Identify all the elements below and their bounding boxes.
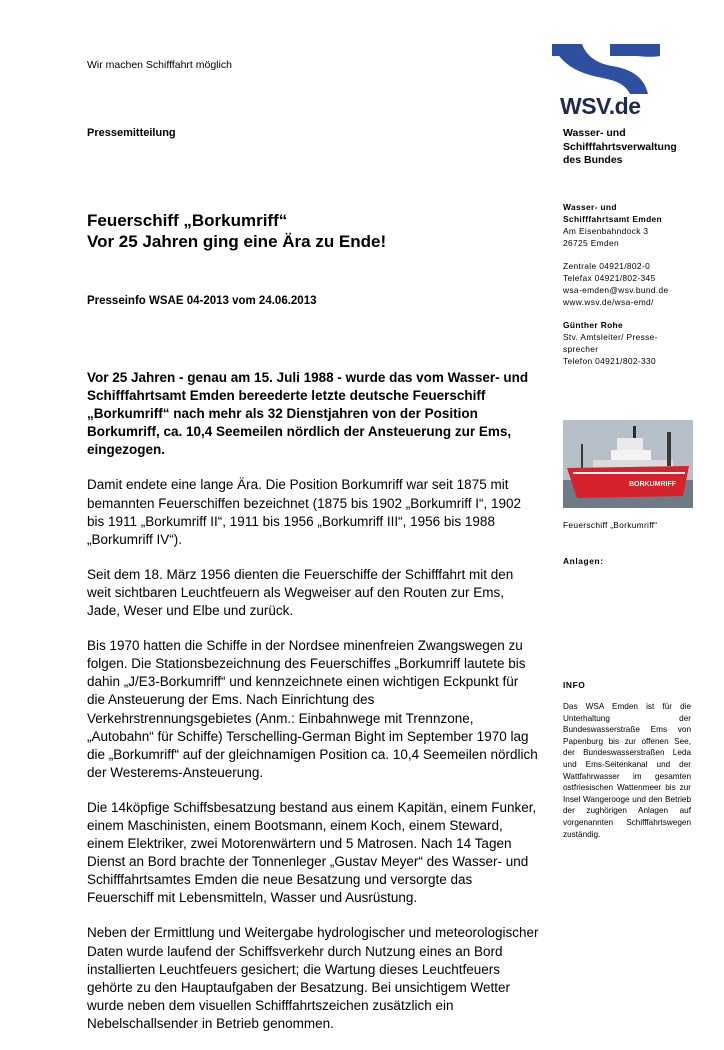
- office-name: Schifffahrtsamt Emden: [563, 214, 663, 224]
- info-text: Das WSA Emden ist für die Unterhaltung der Bundeswasserstraße Ems von Papenburg bis zur offenen See, der Bundeswasserstraßen Leda und Ems-Seitenkanal und der Wattfahrwasser im gesamten ostfriesischen Wattenmeer bis zur Insel Wangerooge und den Betrieb der zughörigen Anlagen auf vorgenannten Schifffahrtswegen zuständig.: [563, 702, 691, 839]
- contact-role: Stv. Amtsleiter/ Presse-: [563, 332, 658, 342]
- street: Am Eisenbahndock 3: [563, 226, 649, 236]
- article-body: [87, 369, 539, 1050]
- org-line: Schifffahrtsverwaltung: [563, 140, 677, 153]
- lead-paragraph: Vor 25 Jahren - genau am 15. Juli 1988 - wurde das vom Wasser- und Schifffahrtsamt Emden bereederte letzte deutsche Feuerschiff „Borkumriff“ nach mehr als 32 Dienstjahren von der Position Borkumriff, ca. 10,4 Seemeilen nördlich der Ansteuerung zur Ems, eingezogen.: [87, 370, 529, 458]
- tagline: Wir machen Schifffahrt möglich: [87, 59, 232, 71]
- contact-role: sprecher: [563, 344, 599, 354]
- contact-block: [563, 201, 703, 367]
- headline: [87, 210, 487, 252]
- document-type: Pressemitteilung: [87, 127, 176, 139]
- fax: Telefax 04921/802-345: [563, 273, 656, 283]
- attachments-label: Anlagen:: [563, 556, 604, 566]
- email-link[interactable]: wsa-emden@wsv.bund.de: [563, 285, 669, 295]
- city: 26725 Emden: [563, 238, 620, 248]
- wsv-logo[interactable]: [552, 44, 662, 120]
- contact-name: Günther Rohe: [563, 320, 624, 330]
- ship-photo: [563, 420, 693, 508]
- presseinfo: Presseinfo WSAE 04-2013 vom 24.06.2013: [87, 295, 317, 307]
- org-line: des Bundes: [563, 154, 623, 166]
- wsv-wave-icon: [552, 44, 662, 96]
- logo-text: WSV.de: [560, 93, 641, 119]
- photo-caption: Feuerschiff „Borkumriff“: [563, 520, 658, 530]
- organization-name: [563, 127, 703, 168]
- paragraph: Die 14köpfige Schiffsbesatzung bestand aus einem Kapitän, einem Funker, einem Maschinisten, einem Bootsmann, einem Koch, einem Steward, einem Elektriker, zwei Motorenwärtern und 5 Matrosen. Nach 14 Tagen Dienst an Bord brachte der Tonnenleger „Gustav Meyer“ des Wasser- und Schifffahrtsamtes Emden die neue Besatzung und versorgte das Feuerschiff mit Lebensmitteln, Wasser und Ausrüstung.: [87, 799, 537, 906]
- paragraph: Neben der Ermittlung und Weitergabe hydrologischer und meteorologischer Daten wurde laufend der Schiffsverkehr durch Nutzung eines an Bord installierten Leuchtfeuers gesichert; die Wartung dieses Leuchtfeuers gehörte zu den Hauptaufgaben der Besatzung. Bei unsichtigem Wetter wurde neben dem visuellen Schifffahrtszeichen zusätzlich ein Nebelschallsender in Betrieb genommen.: [87, 925, 539, 1031]
- headline-line: Feuerschiff „Borkumriff“: [87, 211, 288, 230]
- office-name: Wasser- und: [563, 202, 617, 212]
- org-line: Wasser- und: [563, 127, 626, 139]
- paragraph: Damit endete eine lange Ära. Die Position Borkumriff war seit 1875 mit bemannten Feuerschiffen bezeichnet (1875 bis 1902 „Borkumriff I“, 1902 bis 1911 „Borkumriff II“, 1911 bis 1956 „Borkumriff III“, 1956 bis 1988 „Borkumriff IV“).: [87, 477, 522, 547]
- phone: Zentrale 04921/802-0: [563, 261, 651, 271]
- hull-lettering: BORKUMRIFF: [629, 481, 677, 488]
- headline-line: Vor 25 Jahren ging eine Ära zu Ende!: [87, 232, 387, 251]
- paragraph: Bis 1970 hatten die Schiffe in der Nordsee minenfreien Zwangswegen zu folgen. Die Stationsbezeichnung des Feuerschiffes „Borkumriff lautete bis dahin „J/E3-Borkumriff“ und kennzeichnete einen wichtigen Eckpunkt für die Ansteuerung der Ems. Nach Einrichtung des Verkehrstrennungsgebietes (Anm.: Einbahnwege mit Trennzone, „Autobahn“ für Schiffe) Terschelling-German Bight im September 1970 lag die „Borkumriff“ auf der gleichnamigen Position ca. 10,4 Seemeilen nördlich der Westerems-Ansteuerung.: [87, 638, 538, 780]
- paragraph: Seit dem 18. März 1956 dienten die Feuerschiffe der Schifffahrt mit den weit sichtbaren Leuchtfeuern als Wegweiser auf den Routen zur Ems, Jade, Weser und Elbe und zurück.: [87, 566, 514, 619]
- web-link[interactable]: www.wsv.de/wsa-emd/: [563, 297, 654, 307]
- contact-phone: Telefon 04921/802-330: [563, 356, 657, 366]
- info-heading: INFO: [563, 680, 586, 690]
